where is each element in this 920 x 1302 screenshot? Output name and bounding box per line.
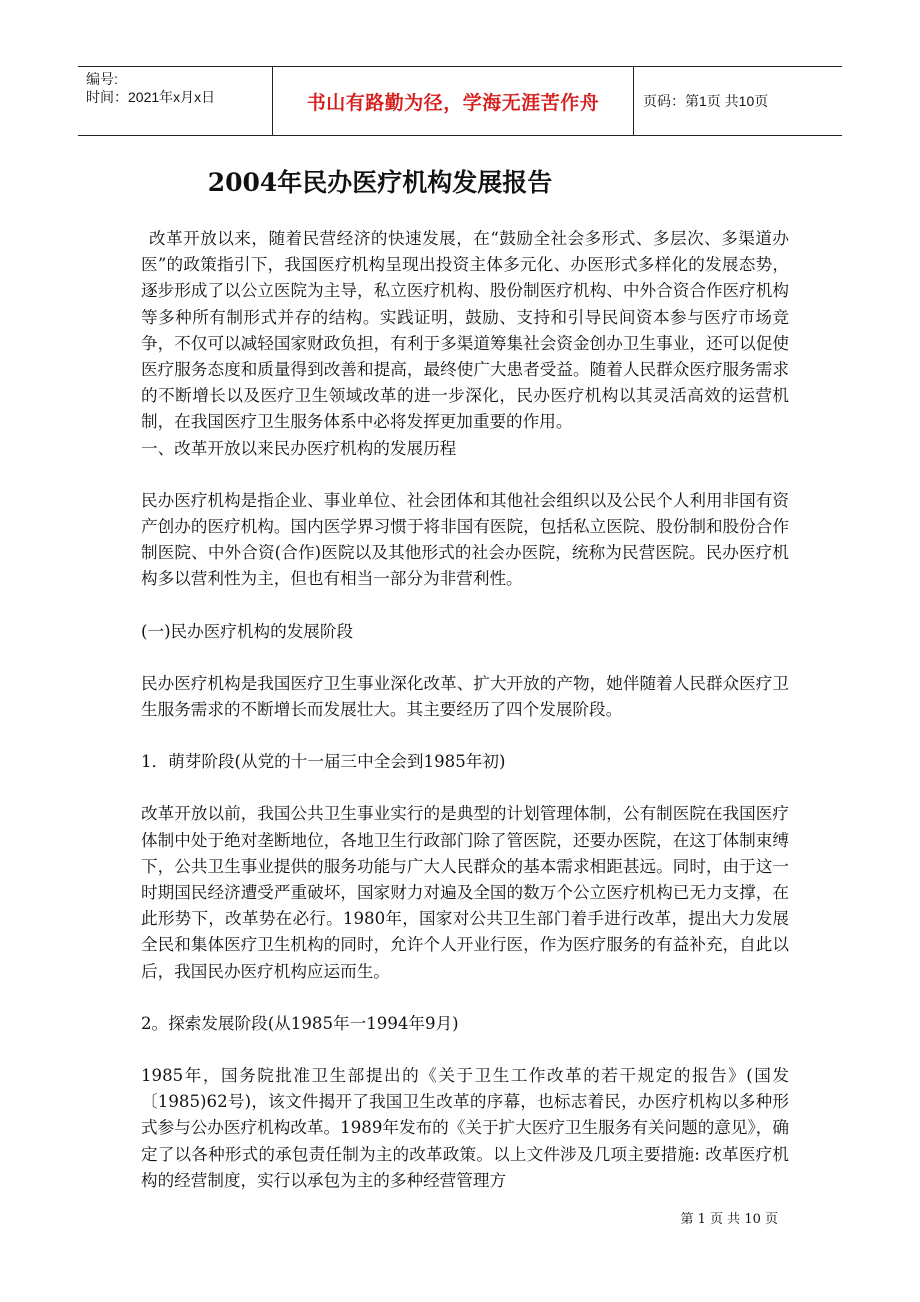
intro-paragraph: 改革开放以来，随着民营经济的快速发展，在“鼓励全社会多形式、多层次、多渠道办医”的政策指引下，我国医疗机构呈现出投资主体多元化、办医形式多样化的发展态势，逐步形成了以公立医院为主导，私立医疗机构、股份制医疗机构、中外合资合作医疗机构等多种所有制形式并存的结构。实践证明，鼓励、支持和引导民间资本参与医疗市场竞争，不仅可以减轻国家财政负担，有利于多渠道筹集社会资金创办卫生事业，还可以促使医疗服务态度和质量得到改善和提高，最终使广大患者受益。随着人民群众医疗服务需求的不断增长以及医疗卫生领域改革的进一步深化，民办医疗机构以其灵活高效的运营机制，在我国医疗卫生服务体系中必将发挥更加重要的作用。 xyxy=(141,229,789,432)
header-page-info: 页码：第1页 共10页 xyxy=(643,93,769,109)
body-paragraph: 民办医疗机构是指企业、事业单位、社会团体和其他社会组织以及公民个人利用非国有资产创办的医疗机构。国内医学界习惯于将非国有医院，包括私立医院、股份制和股份合作制医院、中外合资(合作)医院以及其他形式的社会办医院，统称为民营医院。民办医疗机构多以营利性为主，但也有相当一部分为非营利性。 xyxy=(141,490,789,589)
body-paragraph: 改革开放以前，我国公共卫生事业实行的是典型的计划管理体制，公有制医院在我国医疗体制中处于绝对垄断地位，各地卫生行政部门除了管医院，还要办医院，在这丁体制束缚下，公共卫生事业提供的服务功能与广大人民群众的基本需求相距甚远。同时，由于这一时期国民经济遭受严重破坏，国家财力对遍及全国的数万个公立医疗机构已无力支撑，在此形势下，改革势在必行。1980年，国家对公共卫生部门着手进行改革，提出大力发展全民和集体医疗卫生机构的同时，允许个人开业行医，作为医疗服务的有益补充，自此以后，我国民办医疗机构应运而生。 xyxy=(141,804,789,981)
subsection-heading: (一)民办医疗机构的发展阶段 xyxy=(141,621,354,641)
section-heading: 一、改革开放以来民办医疗机构的发展历程 xyxy=(141,438,457,458)
body-paragraph: 民办医疗机构是我国医疗卫生事业深化改革、扩大开放的产物，她伴随着人民群众医疗卫生服务需求的不断增长而发展壮大。其主要经历了四个发展阶段。 xyxy=(141,673,789,720)
stage-heading: 2。探索发展阶段(从1985年一1994年9月) xyxy=(141,1013,459,1033)
page-footer: 第 1 页 共 10 页 xyxy=(680,1212,778,1227)
document-title: 2004年民办医疗机构发展报告 xyxy=(207,168,553,197)
stage-heading: 1．萌芽阶段(从党的十一届三中全会到1985年初) xyxy=(141,752,506,772)
document-number-label: 编号: xyxy=(86,71,118,87)
header-motto: 书山有路勤为径，学海无涯苦作舟 xyxy=(272,67,634,135)
header-meta xyxy=(78,67,272,135)
page-header xyxy=(78,66,842,136)
body-paragraph: 1985年，国务院批准卫生部提出的《关于卫生工作改革的若干规定的报告》(国发〔1985)62号)，该文件揭开了我国卫生改革的序幕，也标志着民，办医疗机构以多种形式参与公办医疗机构改革。1989年发布的《关于扩大医疗卫生服务有关问题的意见》，确定了以各种形式的承包责任制为主的改革政策。以上文件涉及几项主要措施: 改革医疗机构的经营制度，实行以承包为主的多种经营管理方 xyxy=(141,1066,789,1190)
document-body xyxy=(141,226,789,1194)
document-time-label: 时间：2021年x月x日 xyxy=(86,89,216,105)
